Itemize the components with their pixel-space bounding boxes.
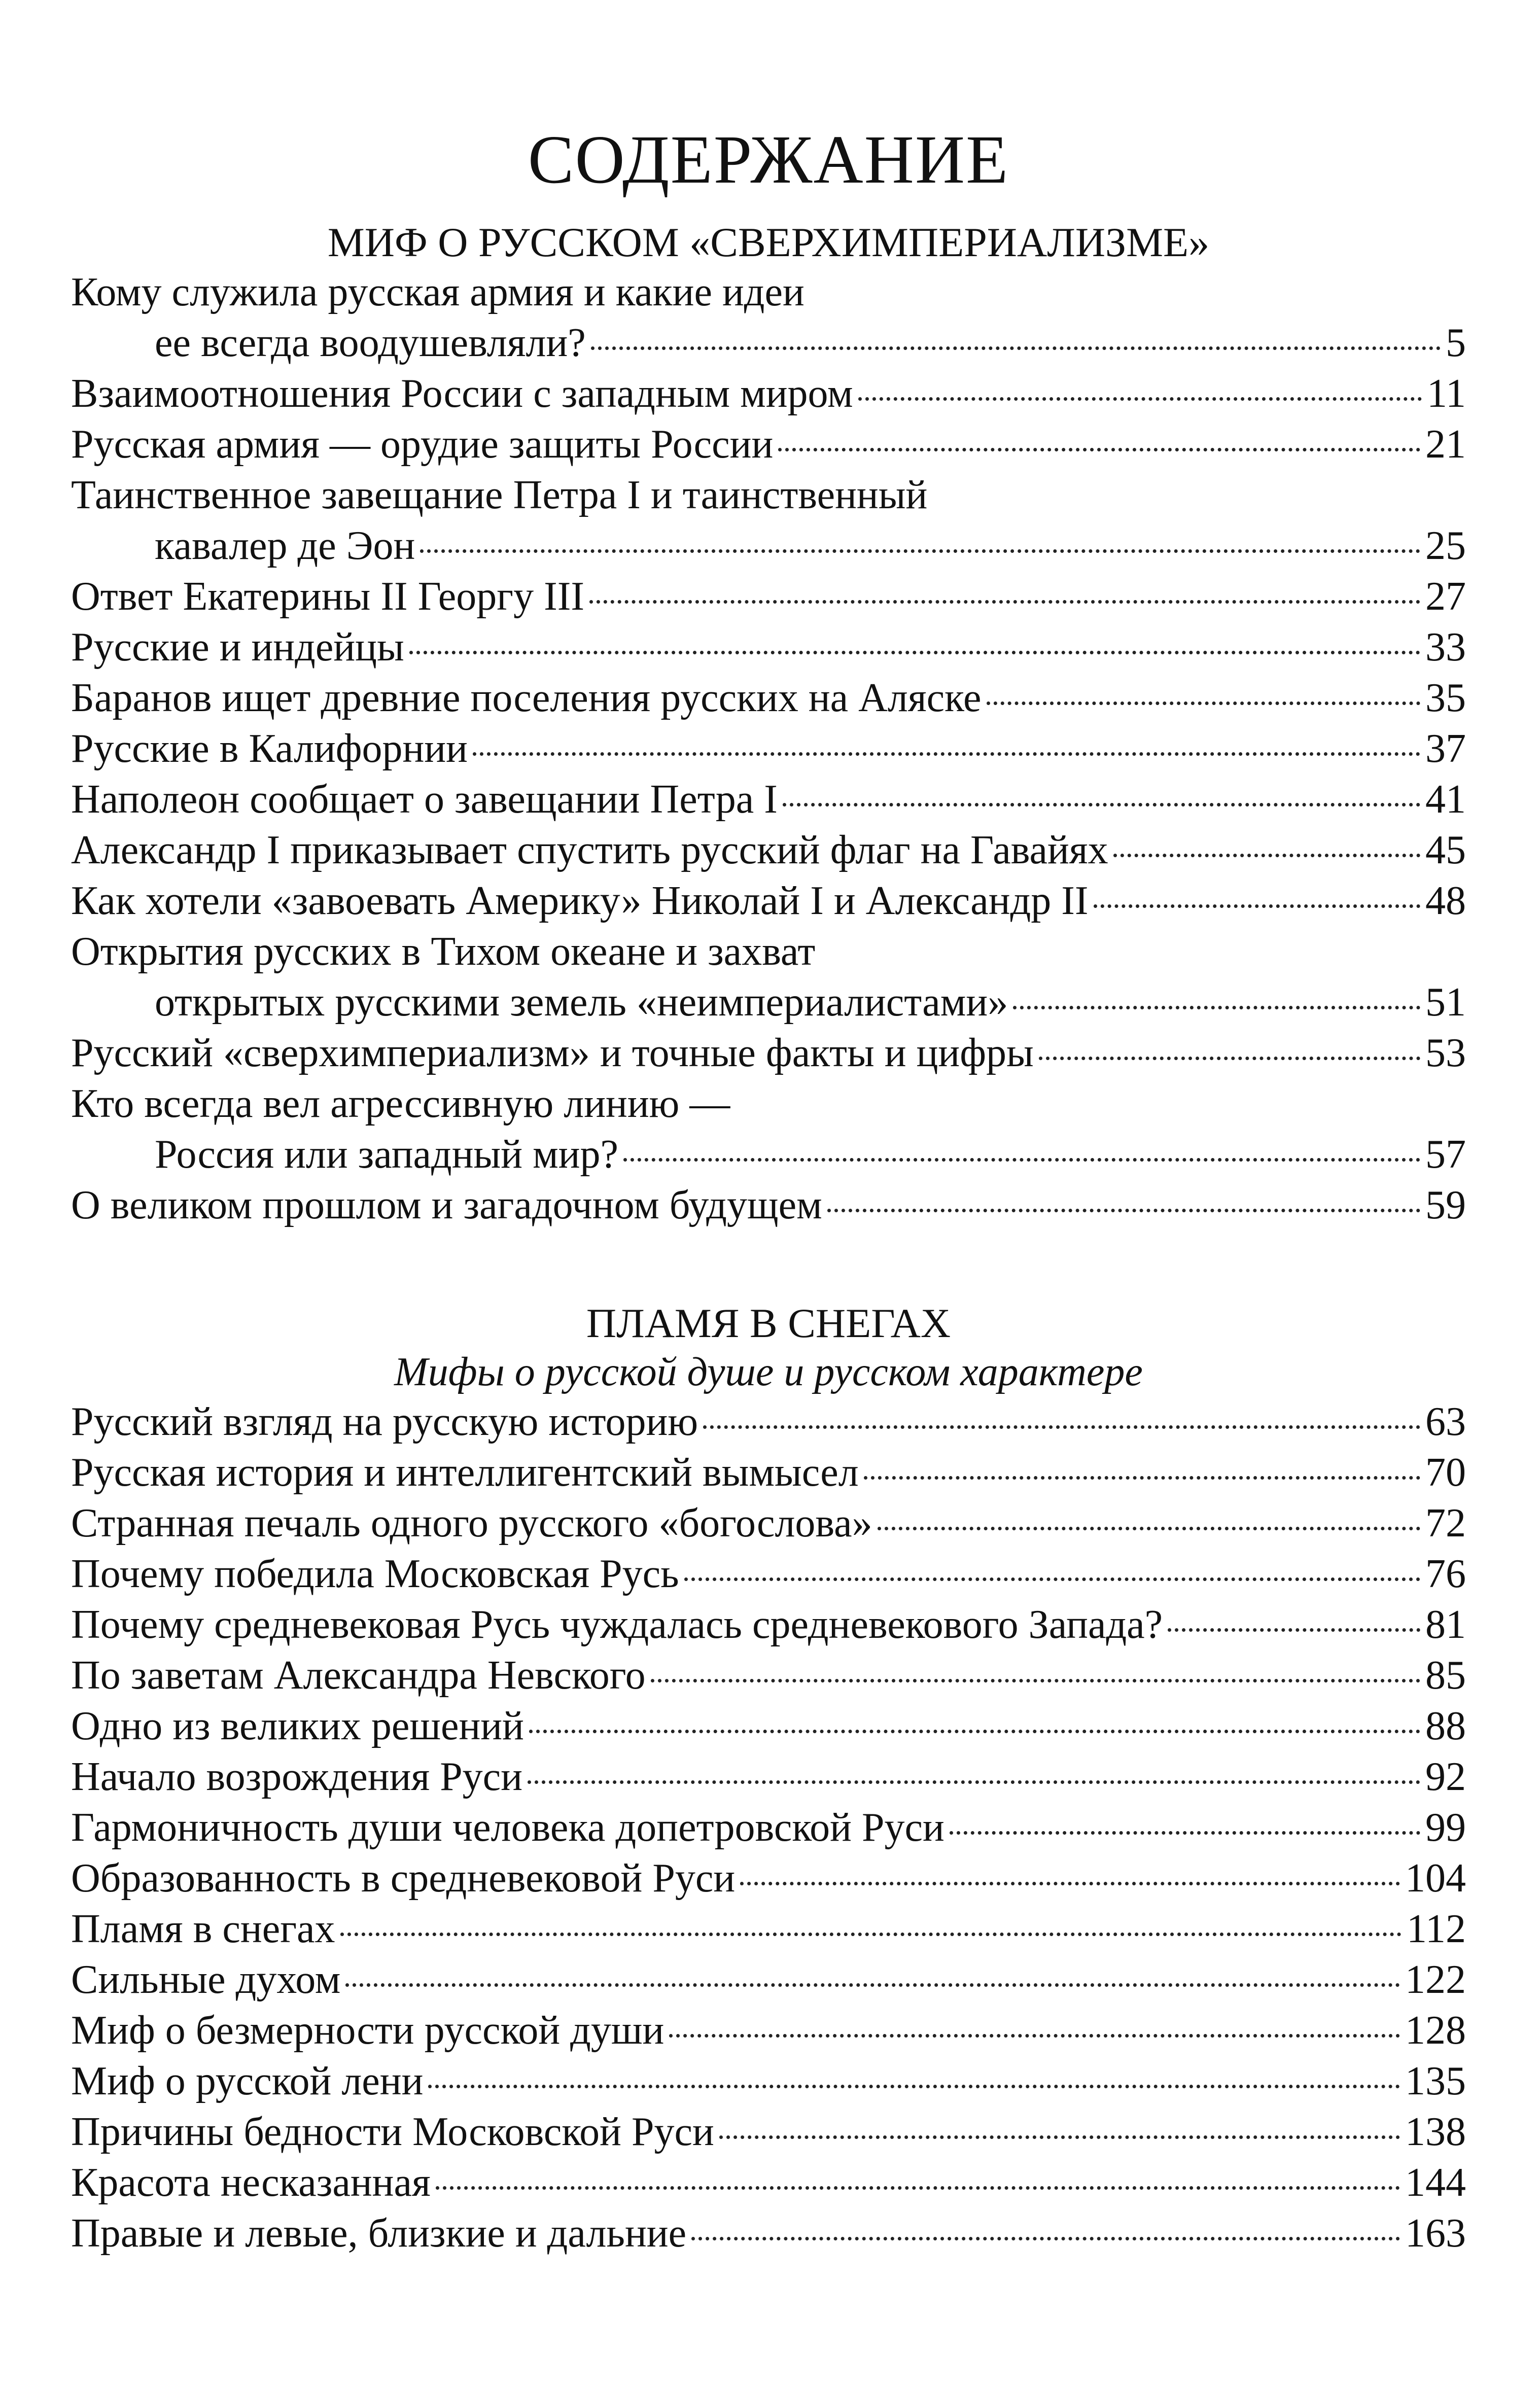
toc-entry-page-number: 37 bbox=[1425, 726, 1466, 771]
toc-entry-page-number: 51 bbox=[1425, 980, 1466, 1025]
toc-entry[interactable] bbox=[71, 1180, 1466, 1231]
toc-entry-row bbox=[71, 1954, 1466, 2005]
page-title: СОДЕРЖАНИЕ bbox=[528, 122, 1009, 198]
toc-entry[interactable] bbox=[71, 1751, 1466, 1802]
toc-entry-row bbox=[71, 673, 1466, 723]
toc-entry[interactable] bbox=[71, 1078, 1466, 1180]
toc-entry[interactable] bbox=[71, 926, 1466, 1028]
toc-entry-page-number: 76 bbox=[1425, 1552, 1466, 1596]
toc-entry-title: Русские и индейцы bbox=[71, 625, 404, 670]
toc-entry-row bbox=[71, 1549, 1466, 1599]
toc-entry-title: Наполеон сообщает о завещании Петра I bbox=[71, 777, 778, 822]
dot-leader bbox=[591, 346, 1441, 350]
toc-entry[interactable] bbox=[71, 1650, 1466, 1701]
dot-leader bbox=[428, 2085, 1400, 2088]
toc-entry-page-number: 85 bbox=[1425, 1653, 1466, 1698]
toc-entry-page-number: 25 bbox=[1425, 523, 1466, 568]
toc-entry-page-number: 33 bbox=[1425, 625, 1466, 670]
dot-leader bbox=[589, 600, 1420, 604]
toc-entry-page-number: 112 bbox=[1406, 1907, 1466, 1951]
toc-entry-title: Как хотели «завоевать Америку» Николай I и Александр II bbox=[71, 879, 1089, 923]
table-of-contents-page bbox=[71, 122, 1466, 2259]
toc-entry[interactable] bbox=[71, 1028, 1466, 1078]
toc-entry-title: Миф о русской лени bbox=[71, 2059, 424, 2103]
toc-entry[interactable] bbox=[71, 1904, 1466, 1954]
toc-entry-title: Миф о безмерности русской души bbox=[71, 2008, 664, 2053]
toc-entry-row bbox=[71, 2056, 1466, 2107]
toc-entry-row bbox=[71, 977, 1466, 1028]
dot-leader bbox=[623, 1158, 1420, 1162]
toc-entry-title: Почему победила Московская Русь bbox=[71, 1552, 679, 1596]
toc-entry-page-number: 70 bbox=[1425, 1450, 1466, 1495]
toc-entry-page-number: 138 bbox=[1405, 2110, 1466, 2154]
dot-leader bbox=[1094, 904, 1420, 908]
toc-entry[interactable] bbox=[71, 1549, 1466, 1599]
dot-leader bbox=[703, 1425, 1420, 1429]
dot-leader bbox=[864, 1476, 1420, 1480]
toc-entry-row bbox=[71, 318, 1466, 368]
toc-entry-title: Красота несказанная bbox=[71, 2160, 431, 2205]
toc-entry-row bbox=[71, 1701, 1466, 1751]
dot-leader bbox=[1039, 1057, 1420, 1060]
toc-entry-page-number: 11 bbox=[1426, 371, 1466, 416]
toc-entry-title: Александр I приказывает спустить русский флаг на Гавайях bbox=[71, 828, 1108, 872]
toc-entry-row bbox=[71, 622, 1466, 673]
toc-entry[interactable] bbox=[71, 1701, 1466, 1751]
toc-entry-title: Русские в Калифорнии bbox=[71, 726, 468, 771]
toc-entry-row bbox=[71, 2005, 1466, 2056]
toc-entry-title: По заветам Александра Невского bbox=[71, 1653, 646, 1698]
toc-entry-title: Россия или западный мир? bbox=[155, 1132, 619, 1177]
toc-entry[interactable] bbox=[71, 1447, 1466, 1498]
toc-entry-title: Причины бедности Московской Руси bbox=[71, 2110, 714, 2154]
dot-leader bbox=[473, 752, 1420, 756]
toc-entry-page-number: 48 bbox=[1425, 879, 1466, 923]
toc-entry[interactable] bbox=[71, 673, 1466, 723]
dot-leader bbox=[1168, 1628, 1420, 1632]
toc-entry[interactable] bbox=[71, 1954, 1466, 2005]
toc-entry-title: Одно из великих решений bbox=[71, 1704, 524, 1748]
toc-entry-page-number: 99 bbox=[1425, 1805, 1466, 1850]
toc-entry-page-number: 122 bbox=[1405, 1957, 1466, 2002]
section-subheading: Мифы о русской душе и русском характере bbox=[394, 1350, 1143, 1394]
toc-entry-title: кавалер де Эон bbox=[155, 523, 415, 568]
toc-entry-row bbox=[71, 1447, 1466, 1498]
toc-entry-page-number: 41 bbox=[1425, 777, 1466, 822]
dot-leader bbox=[691, 2237, 1400, 2240]
toc-entry-row bbox=[71, 774, 1466, 825]
toc-entry-page-number: 81 bbox=[1425, 1602, 1466, 1647]
toc-entry-title-first-line: Кто всегда вел агрессивную линию — bbox=[71, 1081, 730, 1126]
toc-entry[interactable] bbox=[71, 723, 1466, 774]
toc-entry[interactable] bbox=[71, 2107, 1466, 2157]
toc-entry-title-first-line: Кому служила русская армия и какие идеи bbox=[71, 270, 804, 314]
toc-entry-row bbox=[71, 723, 1466, 774]
toc-entry-page-number: 135 bbox=[1405, 2059, 1466, 2103]
toc-entry-row bbox=[71, 520, 1466, 571]
toc-entry-row bbox=[71, 419, 1466, 470]
toc-entry-page-number: 63 bbox=[1425, 1399, 1466, 1444]
toc-list bbox=[71, 1396, 1466, 2259]
dot-leader bbox=[669, 2034, 1400, 2038]
toc-entry-title: Начало возрождения Руси bbox=[71, 1755, 522, 1799]
dot-leader bbox=[950, 1831, 1420, 1835]
toc-entry[interactable] bbox=[71, 1802, 1466, 1853]
toc-entry-page-number: 57 bbox=[1425, 1132, 1466, 1177]
dot-leader bbox=[340, 1933, 1402, 1936]
toc-entry-title: открытых русскими земель «неимпериалистами» bbox=[155, 980, 1008, 1025]
dot-leader bbox=[878, 1527, 1420, 1530]
toc-entry-page-number: 163 bbox=[1405, 2211, 1466, 2256]
toc-entry-page-number: 53 bbox=[1425, 1031, 1466, 1075]
dot-leader bbox=[783, 803, 1420, 806]
toc-entry-row bbox=[71, 1498, 1466, 1549]
toc-entry-page-number: 45 bbox=[1425, 828, 1466, 872]
toc-entry[interactable] bbox=[71, 1498, 1466, 1549]
dot-leader bbox=[684, 1577, 1420, 1581]
toc-entry-page-number: 92 bbox=[1425, 1755, 1466, 1799]
toc-entry-page-number: 21 bbox=[1425, 422, 1466, 467]
toc-entry-title: Ответ Екатерины II Георгу III bbox=[71, 574, 584, 619]
toc-entry-row bbox=[71, 1650, 1466, 1701]
toc-entry-row bbox=[71, 368, 1466, 419]
dot-leader bbox=[436, 2186, 1400, 2190]
toc-entry[interactable] bbox=[71, 419, 1466, 470]
toc-entry-row bbox=[71, 1802, 1466, 1853]
toc-entry[interactable] bbox=[71, 2056, 1466, 2107]
toc-entry-row bbox=[71, 2208, 1466, 2259]
toc-entry-title: О великом прошлом и загадочном будущем bbox=[71, 1183, 822, 1227]
toc-entry-row bbox=[71, 571, 1466, 622]
toc-entry-row bbox=[71, 1751, 1466, 1802]
dot-leader bbox=[719, 2135, 1400, 2139]
toc-entry-page-number: 35 bbox=[1425, 676, 1466, 720]
toc-entry-title: Сильные духом bbox=[71, 1957, 341, 2002]
toc-entry[interactable] bbox=[71, 368, 1466, 419]
toc-list bbox=[71, 267, 1466, 1231]
dot-leader bbox=[345, 1983, 1400, 1987]
toc-entry[interactable] bbox=[71, 267, 1466, 368]
toc-entry[interactable] bbox=[71, 571, 1466, 622]
toc-entry-row bbox=[71, 1129, 1466, 1180]
toc-entry-row bbox=[71, 1396, 1466, 1447]
toc-entry-title: Баранов ищет древние поселения русских на Аляске bbox=[71, 676, 982, 720]
toc-entry-page-number: 72 bbox=[1425, 1501, 1466, 1546]
toc-entry-row bbox=[71, 825, 1466, 875]
dot-leader bbox=[858, 397, 1422, 401]
toc-entry-title: Странная печаль одного русского «богослова» bbox=[71, 1501, 872, 1546]
toc-entry-title-first-line: Открытия русских в Тихом океане и захват bbox=[71, 929, 816, 974]
toc-entry-page-number: 88 bbox=[1425, 1704, 1466, 1748]
toc-entry-title: Взаимоотношения России с западным миром bbox=[71, 371, 853, 416]
toc-entry[interactable] bbox=[71, 825, 1466, 875]
toc-entry-title: Русский «сверхимпериализм» и точные факты и цифры bbox=[71, 1031, 1034, 1075]
dot-leader bbox=[528, 1780, 1420, 1784]
toc-entry-page-number: 128 bbox=[1405, 2008, 1466, 2053]
toc-entry[interactable] bbox=[71, 2157, 1466, 2208]
toc-entry[interactable] bbox=[71, 470, 1466, 571]
toc-entry-row bbox=[71, 875, 1466, 926]
toc-entry-row bbox=[71, 1028, 1466, 1078]
toc-entry[interactable] bbox=[71, 1396, 1466, 1447]
dot-leader bbox=[1013, 1006, 1420, 1009]
toc-entry-title: Гармоничность души человека допетровской Руси bbox=[71, 1805, 944, 1850]
toc-entry-title: ее всегда воодушевляли? bbox=[155, 321, 586, 365]
toc-entry-title-first-line: Таинственное завещание Петра I и таинственный bbox=[71, 473, 928, 517]
toc-entry-page-number: 27 bbox=[1425, 574, 1466, 619]
toc-entry-row bbox=[71, 1180, 1466, 1231]
toc-entry-row bbox=[71, 1853, 1466, 1904]
toc-entry-row bbox=[71, 1599, 1466, 1650]
toc-entry-title: Пламя в снегах bbox=[71, 1907, 335, 1951]
toc-entry-page-number: 5 bbox=[1446, 321, 1466, 365]
toc-entry-title: Правые и левые, близкие и дальние bbox=[71, 2211, 687, 2256]
toc-entry-page-number: 104 bbox=[1405, 1856, 1466, 1901]
dot-leader bbox=[740, 1882, 1400, 1885]
toc-entry-title: Образованность в средневековой Руси bbox=[71, 1856, 736, 1901]
section-heading: ПЛАМЯ В СНЕГАХ bbox=[586, 1300, 951, 1346]
toc-entry-title: Русский взгляд на русскую историю bbox=[71, 1399, 698, 1444]
toc-entry[interactable] bbox=[71, 622, 1466, 673]
dot-leader bbox=[827, 1209, 1420, 1212]
toc-entry-title: Почему средневековая Русь чуждалась средневекового Запада? bbox=[71, 1602, 1163, 1647]
dot-leader bbox=[409, 651, 1420, 654]
toc-sections bbox=[71, 218, 1466, 2259]
section-heading: МИФ О РУССКОМ «СВЕРХИМПЕРИАЛИЗМЕ» bbox=[327, 219, 1210, 265]
toc-entry-row bbox=[71, 2157, 1466, 2208]
toc-entry[interactable] bbox=[71, 2005, 1466, 2056]
toc-entry[interactable] bbox=[71, 2208, 1466, 2259]
toc-entry[interactable] bbox=[71, 875, 1466, 926]
toc-entry[interactable] bbox=[71, 1853, 1466, 1904]
dot-leader bbox=[778, 448, 1420, 451]
dot-leader bbox=[529, 1730, 1420, 1733]
toc-entry-title: Русская история и интеллигентский вымысел bbox=[71, 1450, 859, 1495]
dot-leader bbox=[420, 549, 1420, 553]
toc-entry-title: Русская армия — орудие защиты России bbox=[71, 422, 774, 467]
toc-entry-page-number: 59 bbox=[1425, 1183, 1466, 1227]
toc-entry-row bbox=[71, 2107, 1466, 2157]
toc-entry[interactable] bbox=[71, 1599, 1466, 1650]
toc-entry[interactable] bbox=[71, 774, 1466, 825]
section-gap bbox=[71, 1231, 1466, 1299]
toc-entry-page-number: 144 bbox=[1405, 2160, 1466, 2205]
dot-leader bbox=[1113, 854, 1420, 857]
toc-entry-row bbox=[71, 1904, 1466, 1954]
dot-leader bbox=[651, 1679, 1420, 1682]
dot-leader bbox=[987, 701, 1420, 705]
